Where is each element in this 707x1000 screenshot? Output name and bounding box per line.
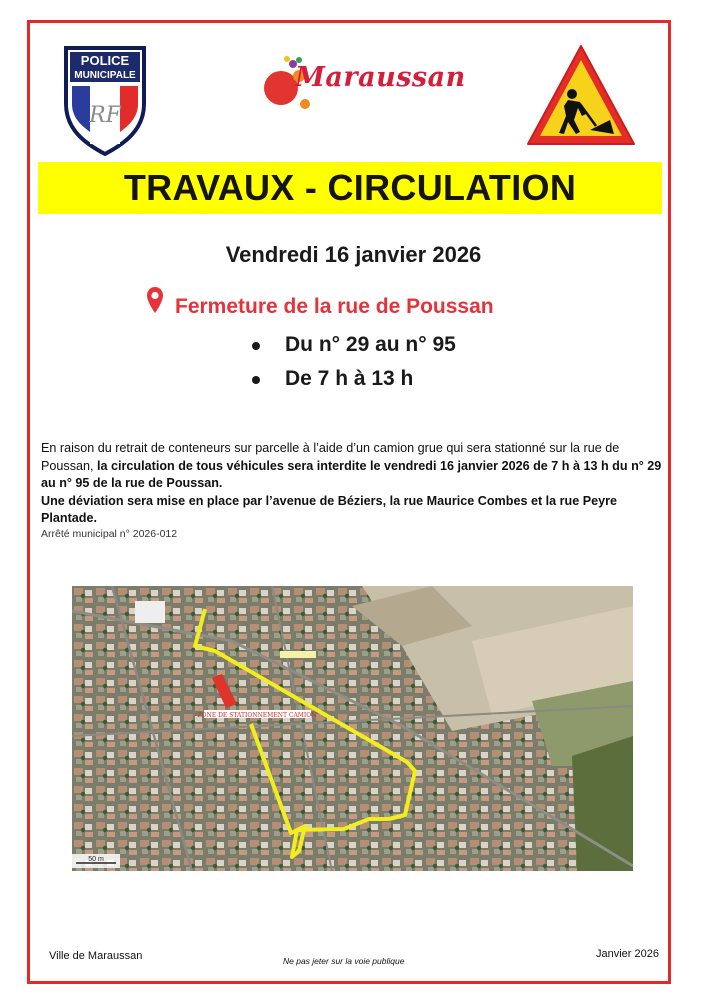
location-pin-icon xyxy=(146,286,164,314)
notice-paragraph xyxy=(41,440,671,528)
aerial-map xyxy=(72,586,633,871)
event-date: Vendredi 16 janvier 2026 xyxy=(225,242,482,267)
police-municipale-badge xyxy=(62,44,148,156)
title-banner xyxy=(38,162,662,214)
notice-bold-2: Une déviation sera mise en place par l’avenue de Béziers, la rue Maurice Combes et la rue Peyre Plantade. xyxy=(41,493,618,526)
bullet-dot xyxy=(252,376,260,384)
closure-title: Fermeture de la rue de Poussan xyxy=(175,295,494,318)
banner-title: TRAVAUX - CIRCULATION xyxy=(123,167,577,208)
footer-city: Ville de Maraussan xyxy=(49,950,143,962)
police-badge-line1: POLICE xyxy=(80,53,130,68)
bullet-dot xyxy=(252,342,260,350)
footer-notice: Ne pas jeter sur la voie publique xyxy=(283,956,405,966)
road-works-icon xyxy=(524,42,638,150)
notice-bold-1: la circulation de tous véhicules sera interdite le vendredi 16 janvier 2026 de 7 h à 13 h du n° 29 au n° 95 de la rue de Poussan. xyxy=(41,458,662,491)
map-scale-label: 50 m xyxy=(88,856,104,863)
maraussan-logo xyxy=(255,54,466,116)
bullet-text: De 7 h à 13 h xyxy=(285,367,414,390)
notice-intro: En raison du retrait de conteneurs sur parcelle à l’aide d’un camion grue qui sera stationné sur la rue de Poussan, xyxy=(41,441,620,473)
police-badge-line2: MUNICIPALE xyxy=(74,70,136,81)
map-parking-label: ZONE DE STATIONNEMENT CAMION xyxy=(197,712,317,719)
footer-date: Janvier 2026 xyxy=(596,948,659,960)
maraussan-logo-text: Maraussan xyxy=(295,62,466,93)
arrete-reference: Arrêté municipal n° 2026-012 xyxy=(41,528,178,540)
bullet-text: Du n° 29 au n° 95 xyxy=(285,333,456,356)
police-badge-monogram: RF xyxy=(89,103,121,128)
